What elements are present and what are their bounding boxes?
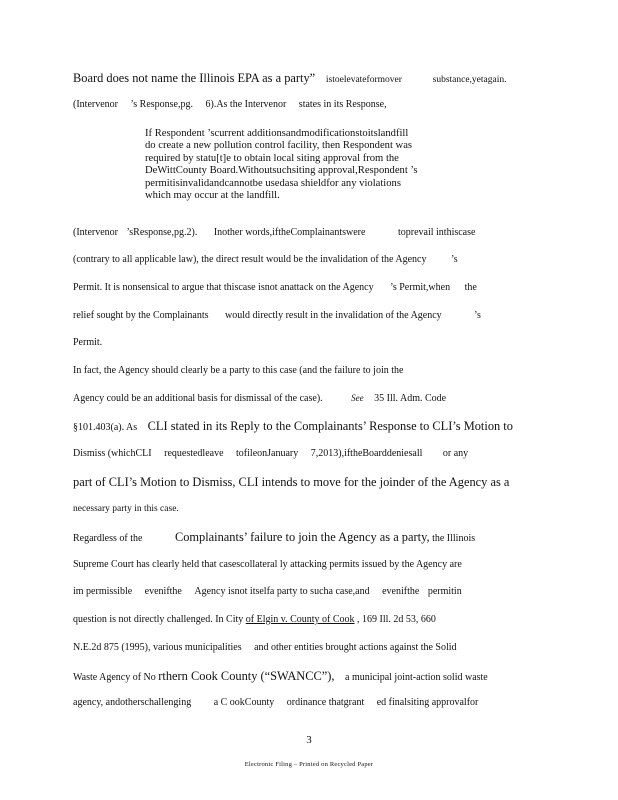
line-15: Supreme Court has clearly held that casescollateral ly attacking permits issued by the Agency are [73, 559, 462, 570]
quote-line: required by statu[t]e to obtain local siting approval from the [145, 153, 399, 164]
quote-line: DeWittCounty Board.Withoutsuchsiting approval,Respondent ’s [145, 165, 418, 176]
line-13: necessary party in this case. [73, 504, 179, 514]
quote-line: If Respondent ’scurrent additionsandmodificationstoitslandfill [145, 128, 409, 139]
line-19: Waste Agency of No rthern Cook County (“SWANCC”), a municipal joint-action solid waste [73, 669, 488, 683]
quote-line: do create a new pollution control facility, then Respondent was [145, 140, 413, 151]
line-3: (Intervenor ’sResponse,pg.2). Inother words,iftheComplainantswere toprevail inthiscase [73, 227, 476, 238]
quote-line: which may occur at the landfill. [145, 190, 280, 201]
line-12: part of CLI’s Motion to Dismiss, CLI intends to move for the joinder of the Agency as a [73, 475, 510, 489]
line-10: §101.403(a). As CLI stated in its Reply to the Complainants’ Response to CLI’s Motion to [73, 419, 513, 433]
footer-text: Electronic Filing – Printed on Recycled Paper [244, 761, 374, 768]
line-6: relief sought by the Complainants would directly result in the invalidation of the Agency ’s [73, 310, 481, 321]
line-4: (contrary to all applicable law), the direct result would be the invalidation of the Agency ’s [73, 254, 458, 265]
line-18: N.E.2d 875 (1995), various municipalities and other entities brought actions against the Solid [73, 642, 457, 653]
line-17: question is not directly challenged. In City of Elgin v. County of Cook , 169 Ill. 2d 53, 660 [73, 614, 436, 625]
line-11: Dismiss (whichCLI requestedleave tofileonJanuary 7,2013),iftheBoarddeniesall or any [73, 448, 469, 459]
quote-line: permitisinvalidandcannotbe usedasa shieldfor any violations [145, 178, 401, 189]
line-14: Regardless of the Complainants’ failure to join the Agency as a party, the Illinois [73, 530, 476, 544]
line-7: Permit. [73, 337, 103, 348]
line-8: In fact, the Agency should clearly be a party to this case (and the failure to join the [73, 365, 404, 376]
line-9: Agency could be an additional basis for dismissal of the case). See 35 Ill. Adm. Code [73, 393, 447, 404]
line-20: agency, andotherschallenging a C ookCounty ordinance thatgrant ed finalsiting approvalfor [73, 697, 479, 708]
case-citation: of Elgin v. County of Cook [245, 614, 355, 625]
line-2: (Intervenor ’s Response,pg. 6).As the Intervenor states in its Response, [73, 99, 387, 110]
line-1: Board does not name the Illinois EPA as a party” istoelevateformover substance,yetagain. [73, 71, 507, 85]
line-5: Permit. It is nonsensical to argue that thiscase isnot anattack on the Agency ’s Permit,when the [73, 282, 477, 293]
line-16: im permissible evenifthe Agency isnot itselfa party to sucha case,and evenifthe permitin [73, 586, 462, 597]
page-number: 3 [306, 734, 312, 746]
